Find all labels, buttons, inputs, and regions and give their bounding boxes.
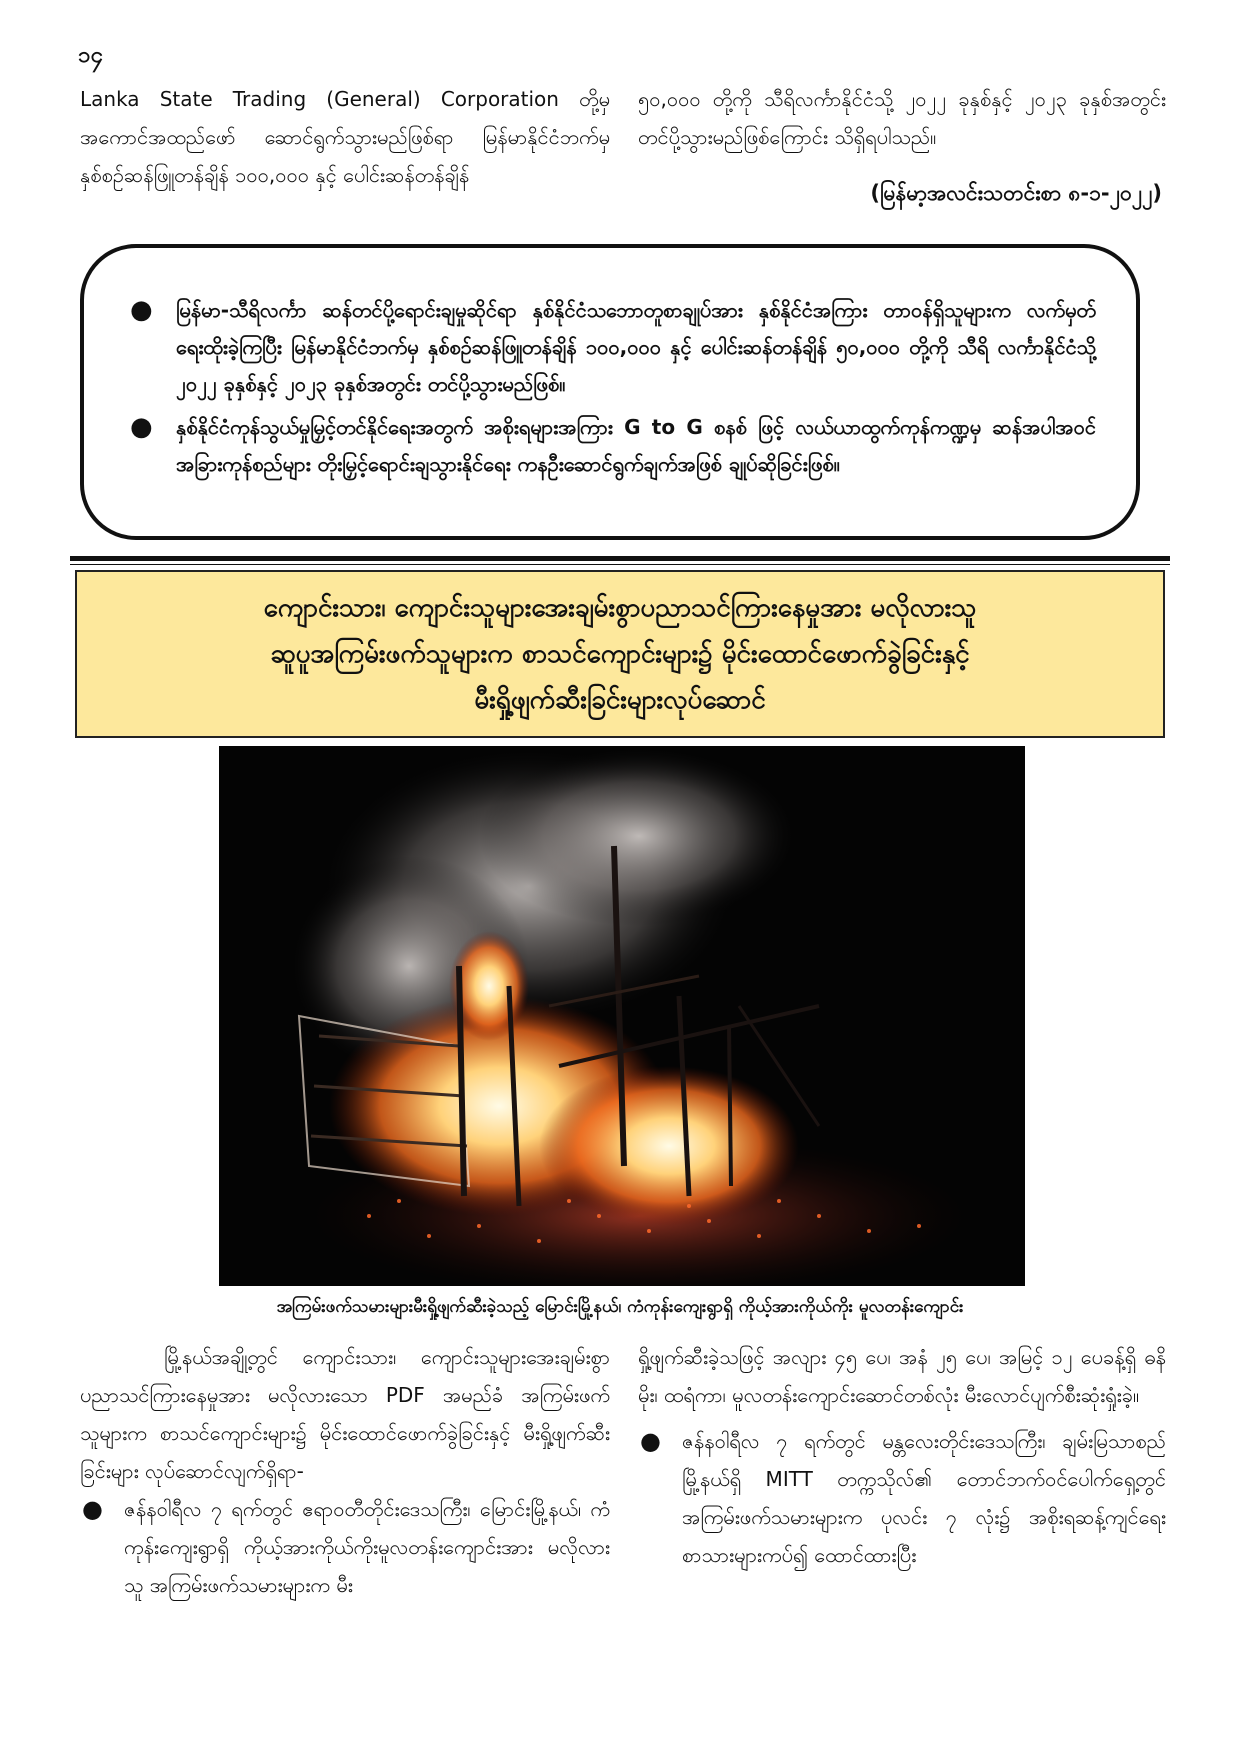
- summary-item: [130, 292, 1096, 403]
- list-item: [638, 1422, 1166, 1574]
- divider-thick: [70, 556, 1170, 561]
- summary-item: [130, 409, 1096, 483]
- bullet-icon: ●: [130, 412, 153, 442]
- top-article-right-column: ၅၀,၀၀၀ တို့ကို သီရိလင်္ကာနိုင်ငံသို့ ၂၀၂၂ ခုနှစ်နှင့် ၂၀၂၃ ခုနှစ်အတွင်း တင်ပို့သွားမည်ဖြစ်ကြောင်း သိရှိရပါသည်။: [638, 87, 1166, 149]
- list-item: [80, 1490, 610, 1604]
- page-number: ၁၄: [78, 43, 103, 68]
- bullet-icon: ●: [130, 295, 153, 325]
- body-right-column: [638, 1338, 1166, 1574]
- summary-item-text: မြန်မာ-သီရိလင်္ကာ ဆန်တင်ပို့ရောင်းချမှုဆိုင်ရာ နှစ်နိုင်ငံသဘောတူစာချုပ်အား နှစ်နိုင်ငံအကြား တာဝန်ရှိသူများက လက်မှတ်ရေးထိုးခဲ့ကြပြီး မြန်မာနိုင်ငံဘက်မှ နှစ်စဉ်ဆန်ဖြူတန်ချိန် ၁၀၀,၀၀၀ နှင့် ပေါင်းဆန်တန်ချိန် ၅၀,၀၀၀ တို့ကို သီရိ လင်္ကာနိုင်ငံသို့ ၂၀၂၂ ခုနှစ်နှင့် ၂၀၂၃ ခုနှစ်အတွင်း တင်ပို့သွားမည်ဖြစ်။: [176, 298, 1096, 396]
- summary-box: [80, 244, 1140, 540]
- burning-school-photo: [219, 746, 1025, 1286]
- headline-line: ကျောင်းသား၊ ကျောင်းသူများအေးချမ်းစွာပညာသင်ကြားနေမှုအား မလိုလားသူ: [263, 593, 977, 623]
- divider-thin: [70, 564, 1170, 565]
- list-item-text: ဇန်နဝါရီလ ၇ ရက်တွင် မန္တလေးတိုင်းဒေသကြီး၊ ချမ်းမြသာစည်မြို့နယ်ရှိ MITT တက္ကသိုလ်၏ တောင်ဘက်ဝင်ပေါက်ရှေ့တွင် အကြမ်းဖက်သမားများက ပုလင်း ၇ လုံး၌ အစိုးရဆန့်ကျင်ရေးစာသားများကပ်၍ ထောင်ထားပြီး: [682, 1429, 1166, 1567]
- body-left-column: [80, 1338, 610, 1604]
- bullet-icon: ●: [640, 1427, 661, 1455]
- photo-caption: အကြမ်းဖက်သမားများမီးရှို့ဖျက်ဆီးခဲ့သည့် မြောင်းမြို့နယ်၊ ကံကုန်းကျေးရွာရှိ ကိုယ့်အားကိုယ်ကိုး မူလတန်းကျောင်း: [276, 1297, 964, 1317]
- body-intro-paragraph: မြို့နယ်အချို့တွင် ကျောင်းသား၊ ကျောင်းသူများအေးချမ်းစွာ ပညာသင်ကြားနေမှုအား မလိုလားသော PDF အမည်ခံ အကြမ်းဖက်သူများက စာသင်ကျောင်းများ၌ မိုင်းထောင်ဖောက်ခွဲခြင်းနှင့် မီးရှို့ဖျက်ဆီးခြင်းများ လုပ်ဆောင်လျက်ရှိရာ-: [80, 1345, 610, 1483]
- bullet-icon: ●: [82, 1495, 103, 1523]
- headline-box: [75, 570, 1165, 738]
- list-item-text: ဇန်နဝါရီလ ၇ ရက်တွင် ဧရာဝတီတိုင်းဒေသကြီး၊ မြောင်းမြို့နယ်၊ ကံကုန်းကျေးရွာရှိ ကိုယ့်အားကိုယ်ကိုးမူလတန်းကျောင်းအား မလိုလားသူ အကြမ်းဖက်သမားများက မီး: [124, 1497, 610, 1597]
- top-article-left-column: Lanka State Trading (General) Corporation တို့မှ အကောင်အထည်ဖော် ဆောင်ရွက်သွားမည်ဖြစ်ရာ မြန်မာနိုင်ငံဘက်မှ နှစ်စဉ်ဆန်ဖြူတန်ချိန် ၁၀၀,၀၀၀ နှင့် ပေါင်းဆန်တန်ချိန်: [80, 87, 610, 187]
- list-item-continuation: ရှို့ဖျက်ဆီးခဲ့သဖြင့် အလျား ၄၅ ပေ၊ အနံ ၂၅ ပေ၊ အမြင့် ၁၂ ပေခန့်ရှိ ဓနိမိုး၊ ထရံကာ၊ မူလတန်းကျောင်းဆောင်တစ်လုံး မီးလောင်ပျက်စီးဆုံးရှုံးခဲ့။: [638, 1345, 1166, 1407]
- summary-item-text: နှစ်နိုင်ငံကုန်သွယ်မှုမြှင့်တင်နိုင်ရေးအတွက် အစိုးရများအကြား G to G စနစ် ဖြင့် လယ်ယာထွက်ကုန်ကဏ္ဍမှ ဆန်အပါအဝင် အခြားကုန်စည်များ တိုးမြှင့်ရောင်းချသွားနိုင်ရေး ကနဦးဆောင်ရွက်ချက်အဖြစ် ချုပ်ဆိုခြင်းဖြစ်။: [176, 415, 1096, 476]
- top-article-source: (မြန်မာ့အလင်းသတင်းစာ ၈-၁-၂၀၂၂): [870, 181, 1162, 205]
- headline-line: မီးရှို့ဖျက်ဆီးခြင်းများလုပ်ဆောင်: [474, 685, 766, 715]
- headline-line: ဆူပူအကြမ်းဖက်သူများက စာသင်ကျောင်းများ၌ မိုင်းထောင်ဖောက်ခွဲခြင်းနှင့်: [270, 639, 970, 669]
